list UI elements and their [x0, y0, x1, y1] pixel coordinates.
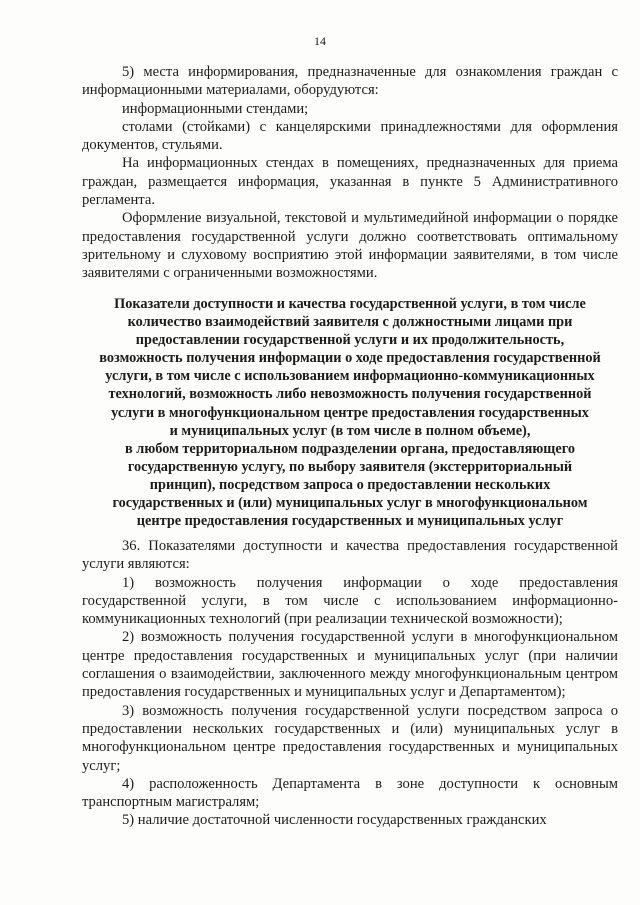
intro-section: [82, 63, 618, 283]
heading-line: предоставлении государственной услуги и их продолжительность,: [135, 332, 565, 349]
list-item-1: 1) возможность получения информации о ходе предоставления государственной услуги, в том числе с использованием информационно-коммуникационных технологий (при реализации технической возможности);: [82, 574, 618, 628]
paragraph-tables: столами (стойками) с канцелярскими принадлежностями для оформления документов, стульями.: [82, 118, 618, 154]
heading-line: центре предоставления государственных и муниципальных услуг: [136, 513, 564, 530]
paragraph-36-intro: 36. Показателями доступности и качества предоставления государственной услуги являются:: [82, 538, 618, 573]
section-heading: [82, 295, 618, 530]
heading-line: возможность получения информации о ходе предоставления государственной: [99, 350, 601, 367]
heading-line: в любом территориальном подразделении органа, предоставляющего: [125, 440, 575, 457]
heading-line: принцип), посредством запроса о предоставлении нескольких: [149, 476, 551, 493]
paragraph-info-stands: информационными стендами;: [122, 100, 309, 117]
heading-line: количество взаимодействий заявителя с должностными лицами при: [127, 314, 573, 331]
list-item-2: 2) возможность получения государственной услуги в многофункциональном центре предоставления государственных и муниципальных услуг (при наличии соглашения о взаимодействии, заключенного между многофункциональным центром предоставления государственных и муниципальных услуг и Департаментом);: [82, 629, 618, 701]
heading-line: государственных и (или) муниципальных услуг в многофункциональном: [112, 495, 588, 512]
section-36: [82, 537, 618, 830]
heading-line: услуги, в том числе с использованием информационно-коммуникационных: [105, 368, 595, 385]
list-item-3: 3) возможность получения государственной услуги посредством запроса о предоставлении нескольких государственных и (или) муниципальных услуг в многофункциональном центре предоставления государственных и муниципальных услуг;: [82, 702, 618, 774]
heading-line: услуги в многофункциональном центре предоставления государственных: [111, 404, 589, 421]
paragraph-visual-info: Оформление визуальной, текстовой и мультимедийной информации о порядке предоставления государственной услуги должно соответствовать оптимальному зрительному и слуховому восприятию этой информации заявителями, в том числе заявителями с ограниченными возможностями.: [82, 210, 618, 282]
heading-line: и муниципальных услуг (в том числе в полном объеме),: [169, 422, 531, 439]
list-item-4: 4) расположенность Департамента в зоне доступности к основным транспортным магистралям;: [82, 775, 618, 811]
paragraph-stand-content: На информационных стендах в помещениях, предназначенных для приема граждан, размещается информация, указанная в пункте 5 Административного регламента.: [82, 155, 618, 209]
heading-line: Показатели доступности и качества государственной услуги, в том числе: [114, 296, 586, 312]
paragraph-info-places: 5) места информирования, предназначенные для ознакомления граждан с информационными материалами, оборудуются:: [82, 64, 618, 99]
list-item-5: 5) наличие достаточной численности государственных гражданских: [122, 812, 547, 829]
heading-line: государственную услугу, по выбору заявителя (экстерриториальный: [127, 458, 573, 475]
page-number: 14: [314, 34, 326, 48]
heading-line: технологий, возможность либо невозможность получения государственной: [108, 386, 592, 403]
